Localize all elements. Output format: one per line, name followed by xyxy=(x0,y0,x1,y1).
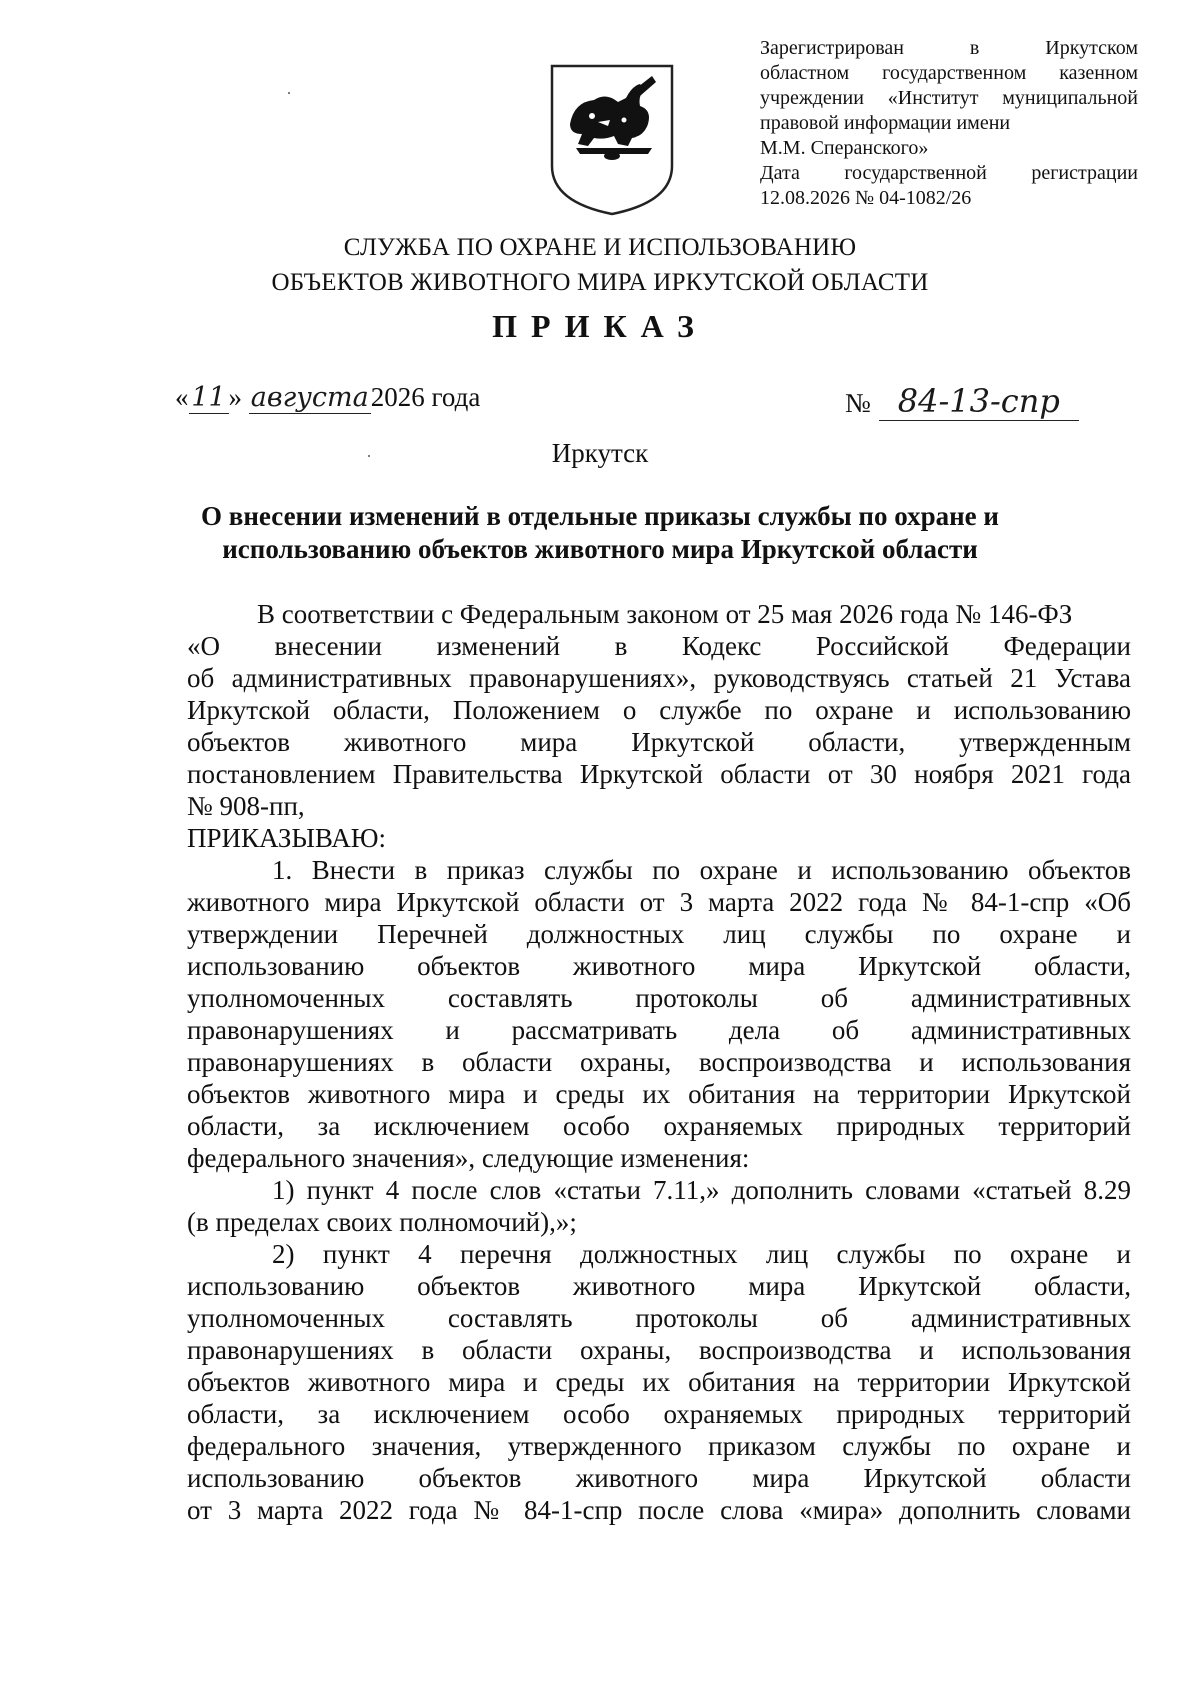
order-title: ПРИКАЗ xyxy=(492,308,708,344)
coat-of-arms-emblem xyxy=(548,62,676,218)
body-line: федерального значения, утвержденного приказом службы по охране и xyxy=(187,1431,1131,1461)
document-title-line: использованию объектов животного мира Иркутской области xyxy=(222,534,978,564)
body-line: (в пределах своих полномочий),»; xyxy=(187,1207,577,1237)
body-line: объектов животного мира и среды их обитания на территории Иркутской xyxy=(187,1079,1131,1109)
date-month-handwritten: августа xyxy=(249,382,371,414)
date-open-quote: « xyxy=(175,382,189,412)
body-line: от 3 марта 2022 года № 84-1-спр после слова «мира» дополнить словами xyxy=(187,1495,1131,1525)
body-line: уполномоченных составлять протоколы об административных xyxy=(187,1303,1131,1333)
body-line: животного мира Иркутской области от 3 марта 2022 года № 84-1-спр «Об xyxy=(187,887,1131,917)
registration-line: 12.08.2026 № 04-1082/26 xyxy=(760,187,972,209)
registration-line: правовой информации имени xyxy=(760,112,1011,134)
registration-stamp xyxy=(760,36,1138,211)
body-line: об административных правонарушениях», руководствуясь статьей 21 Устава xyxy=(187,663,1131,693)
registration-line: Зарегистрирован в Иркутском xyxy=(760,37,1138,59)
registration-line: учреждении «Институт муниципальной xyxy=(760,87,1138,109)
body-line: В соответствии с Федеральным законом от 25 мая 2026 года № 146-ФЗ xyxy=(257,599,1073,629)
agency-header xyxy=(0,230,1200,300)
date-day-handwritten: 11 xyxy=(189,382,229,414)
body-line: объектов животного мира Иркутской области, утвержденным xyxy=(187,727,1131,757)
document-title xyxy=(150,500,1050,566)
body-line: 2) пункт 4 перечня должностных лиц службы по охране и xyxy=(272,1239,1131,1269)
body-line: области, за исключением особо охраняемых природных территорий xyxy=(187,1399,1131,1429)
body-line: 1. Внести в приказ службы по охране и использованию объектов xyxy=(272,855,1131,885)
body-line: 1) пункт 4 после слов «статьи 7.11,» дополнить словами «статьей 8.29 xyxy=(272,1175,1131,1205)
body-line: федерального значения», следующие изменения: xyxy=(187,1143,750,1173)
body-line: «О внесении изменений в Кодекс Российской Федерации xyxy=(187,631,1131,661)
body-line: № 908-пп, xyxy=(187,791,305,821)
body-line: постановлением Правительства Иркутской области от 30 ноября 2021 года xyxy=(187,759,1131,789)
registration-line: Дата государственной регистрации xyxy=(760,162,1138,184)
order-number xyxy=(845,382,1079,421)
document-body xyxy=(187,598,1131,1526)
city: Иркутск xyxy=(551,438,649,468)
scan-speck xyxy=(288,92,290,94)
number-sign: № xyxy=(845,388,871,418)
order-date xyxy=(175,382,480,414)
body-line: использованию объектов животного мира Иркутской области xyxy=(187,1463,1131,1493)
body-line: правонарушениях и рассматривать дела об административных xyxy=(187,1015,1131,1045)
registration-line: областном государственном казенном xyxy=(760,62,1138,84)
body-line: Иркутской области, Положением о службе по охране и использованию xyxy=(187,695,1131,725)
body-line: правонарушениях в области охраны, воспроизводства и использования xyxy=(187,1047,1131,1077)
agency-header-line: ОБЪЕКТОВ ЖИВОТНОГО МИРА ИРКУТСКОЙ ОБЛАСТИ xyxy=(271,269,929,296)
body-line: ПРИКАЗЫВАЮ: xyxy=(187,823,386,853)
body-line: правонарушениях в области охраны, воспроизводства и использования xyxy=(187,1335,1131,1365)
date-year: 2026 года xyxy=(370,382,481,412)
registration-line: М.М. Сперанского» xyxy=(760,137,929,159)
body-line: уполномоченных составлять протоколы об административных xyxy=(187,983,1131,1013)
body-line: утверждении Перечней должностных лиц службы по охране и xyxy=(187,919,1131,949)
body-line: объектов животного мира и среды их обитания на территории Иркутской xyxy=(187,1367,1131,1397)
body-line: использованию объектов животного мира Иркутской области, xyxy=(187,1271,1131,1301)
date-close-quote: » xyxy=(228,382,242,412)
order-number-handwritten: 84-13-спр xyxy=(879,382,1079,421)
document-title-line: О внесении изменений в отдельные приказы службы по охране и xyxy=(201,501,999,531)
body-line: области, за исключением особо охраняемых природных территорий xyxy=(187,1111,1131,1141)
body-line: использованию объектов животного мира Иркутской области, xyxy=(187,951,1131,981)
agency-header-line: СЛУЖБА ПО ОХРАНЕ И ИСПОЛЬЗОВАНИЮ xyxy=(343,234,857,261)
